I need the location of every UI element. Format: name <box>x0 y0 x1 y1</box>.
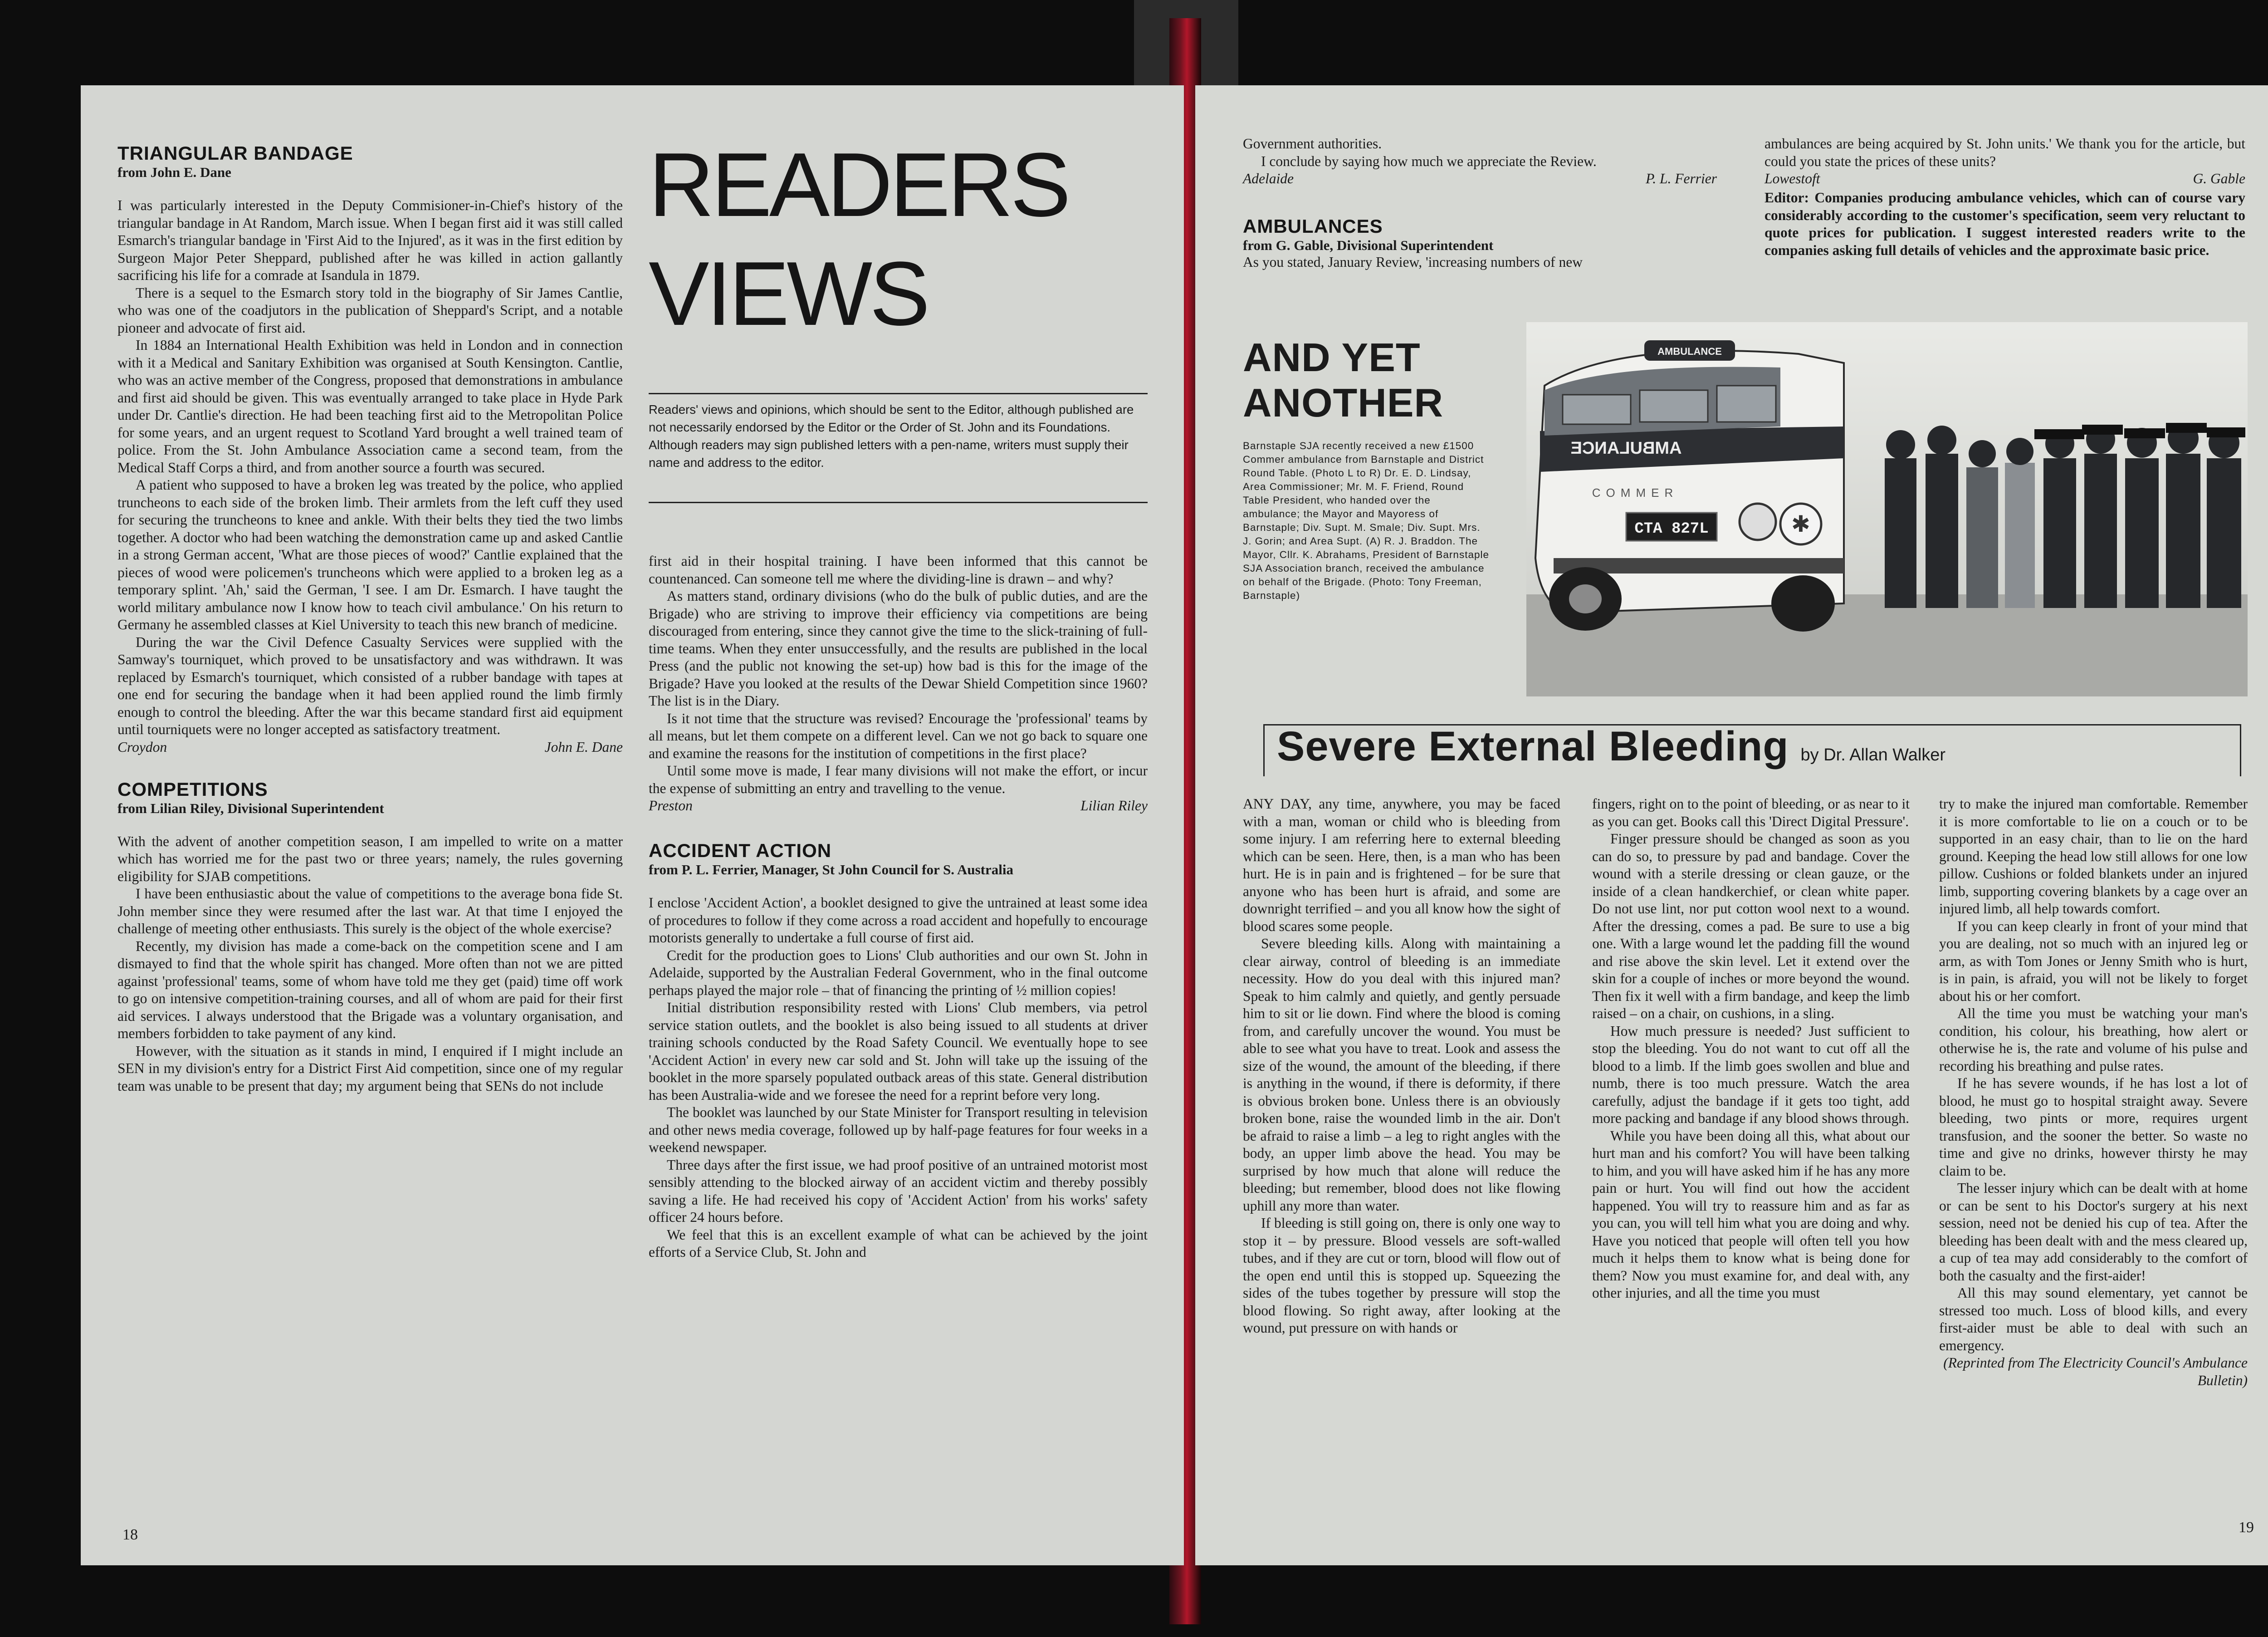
paragraph: If he has severe wounds, if he has lost a lot of blood, he must go to hospital straight away. Severe bleeding, two pints or more, requires urgent transfusion, and the sooner the better. So waste no time and give no drinks, however thirsty he may claim to be. <box>1939 1075 2248 1179</box>
letter-body <box>649 553 1148 797</box>
paragraph: Initial distribution responsibility rested with Lions' Club members, via petrol service station outlets, and the booklet is also being issued to all students at driver training schools conducted by the Road Safety Council. We eventually hope to see 'Accident Action' in every new car sold and St. John will take up the issuing of the booklet in the more sparsely populated outback areas of this state. General distribution has been Australia-wide and we foresee the need for a reprint before very long. <box>649 1000 1148 1103</box>
signature <box>1243 170 1717 187</box>
star-of-life-icon: ✱ <box>1791 511 1810 537</box>
article-author: by Dr. Allan Walker <box>1800 745 1946 765</box>
divider <box>649 502 1148 503</box>
letter-body <box>1243 135 1717 170</box>
paragraph: first aid in their hospital training. I have been informed that this cannot be countenanced. Can someone tell me where the dividing-line is drawn – and why? <box>649 553 1148 587</box>
vehicle-badge: COMMER <box>1592 486 1679 500</box>
photo-caption: Barnstaple SJA recently received a new £1500 Commer ambulance from Barnstaple and District Round Table. (Photo L to R) Dr. E. D. Lindsay, Area Commissioner; Mr. M. F. Friend, Round Table President, who handed over the ambulance; the Mayor and Mayoress of Barnstaple; Div. Supt. M. Smale; Div. Supt. Mrs. J. Gorin; and Area Supt. (A) R. J. Braddon. The Mayor, Cllr. K. Abrahams, President of Barnstaple SJA Association branch, received the ambulance on behalf of the Brigade. (Photo: Tony Freeman, Barnstaple) <box>1243 440 1489 601</box>
byline: from Lilian Riley, Divisional Superintendent <box>117 800 384 816</box>
byline: from P. L. Ferrier, Manager, St John Council for S. Australia <box>649 862 1013 877</box>
section-heading: TRIANGULAR BANDAGE <box>117 142 353 164</box>
left-page <box>81 85 1184 1565</box>
editorial-note: Readers' views and opinions, which should be sent to the Editor, although published are not necessarily endorsed by the Editor or the Order of St. John and its Foundations. Although readers may sign published letters with a pen-name, writers must supply their name and address to the editor. <box>649 402 1134 470</box>
ambulance-photo <box>1526 322 2248 696</box>
signature <box>117 739 623 756</box>
paragraph: ANY DAY, any time, anywhere, you may be faced with a man, woman or child who is bleeding from some injury. I am referring here to external bleeding which can be seen. Here, then, is a man who has been hurt. He is in pain and is frightened – for be sure that anyone who has been hurt is afraid, and some are downright terrified – and you all know how the sight of blood scares some people. <box>1243 796 1560 934</box>
section-heading: ACCIDENT ACTION <box>649 840 832 861</box>
article-column-3 <box>1939 795 2248 1389</box>
paragraph: The lesser injury which can be dealt with at home or can be sent to his Doctor's surgery at his next session, need not be denied his cup of tea. After the bleeding has been dealt with and the mess cleared up, a cup of tea may add considerably to the comfort of both the casualty and the first-aider! <box>1939 1180 2248 1284</box>
place: Croydon <box>117 739 167 755</box>
paragraph: Severe bleeding kills. Along with maintaining a clear airway, control of bleeding is an immediate necessity. How do you deal with this injured man? Speak to him calmly and quietly, and gently persuade him to sit or lie down. Find where the blood is coming from, and carefully uncover the wound. You must be able to see what you have to treat. Look and assess the size of the wound, the amount of the bleeding, if there is anything in the wound, if there is deformity, if there is obvious broken bone. Unless there is an obviously broken bone, raise the wounded limb in the air. Don't be afraid to raise a limb – a leg to right angles with the body, an upper limb above the head. You may be surprised by how much that alone will reduce the bleeding; but remember, blood does not like flowing uphill any more than water. <box>1243 936 1560 1214</box>
paragraph: I conclude by saying how much we appreciate the Review. <box>1261 153 1597 169</box>
page-title-line2: VIEWS <box>649 243 928 344</box>
author: John E. Dane <box>544 739 623 755</box>
reprint-credit: (Reprinted from The Electricity Council's Ambulance Bulletin) <box>1943 1355 2248 1388</box>
paragraph: As you stated, January Review, 'increasing numbers of new <box>1243 254 1583 270</box>
place: Preston <box>649 798 693 814</box>
right-page <box>1195 85 2268 1565</box>
photo-story-heading-line2: ANOTHER <box>1243 380 1444 425</box>
article-column-2 <box>1592 795 1910 1302</box>
photo-story <box>1243 335 1524 603</box>
paragraph: fingers, right on to the point of bleeding, or as near to it as you can get. Books call this 'Direct Digital Pressure'. <box>1592 796 1910 829</box>
paragraph: The booklet was launched by our State Minister for Transport resulting in television and other news media coverage, followed up by half-page features for four weeks in a weekend newspaper. <box>649 1104 1148 1155</box>
paragraph: There is a sequel to the Esmarch story told in the biography of Sir James Cantlie, who was one of the coadjutors in the publication of Sheppard's Script, and a notable pioneer and advocate of first aid. <box>117 284 623 336</box>
paragraph: We feel that this is an excellent example of what can be achieved by the joint efforts of a Service Club, St. John and <box>649 1226 1148 1260</box>
mirrored-sign: AMBULANCE <box>1570 439 1682 458</box>
triangular-bandage-letter <box>117 142 623 1095</box>
paragraph: With the advent of another competition season, I am impelled to write on a matter which has worried me for the past two or three years; namely, the rules governing eligibility for SJAB competitions. <box>117 833 623 884</box>
paragraph: However, with the situation as it stands in mind, I enquired if I might include an SEN in my division's entry for a District First Aid competition, since one of my regular team was unable to be present that day; my argument being that SENs do not include <box>117 1043 623 1094</box>
photo-story-heading-line1: AND YET <box>1243 335 1421 380</box>
page-number: 19 <box>2239 1519 2254 1536</box>
article-title <box>1277 723 2229 770</box>
section-heading: COMPETITIONS <box>117 778 268 800</box>
paragraph: Credit for the production goes to Lions' Club authorities and our own St. John in Adelaide, supported by the Australian Federal Government, who in the final outcome perhaps played the major role – that of financing the printing of ½ million copies! <box>649 947 1148 998</box>
letter-body <box>117 197 623 739</box>
place: Adelaide <box>1243 171 1294 186</box>
signature <box>1765 170 2245 187</box>
competitions-letter-continued <box>649 553 1148 1261</box>
accident-letter-continued <box>1243 135 1717 271</box>
paragraph: ambulances are being acquired by St. John units.' We thank you for the article, but could you state the prices of these units? <box>1765 136 2245 169</box>
byline: from G. Gable, Divisional Superintendent <box>1243 237 1494 253</box>
paragraph: I was particularly interested in the Deputy Commisioner-in-Chief's history of the triangular bandage in At Random, March issue. When I began first aid it was still called Esmarch's triangular bandage in 'First Aid to the Injured', as it was in the first edition by Surgeon Major Peter Sheppard, published after he was killed in action gallantly sacrificing his life for a comrade at Isandula in 1879. <box>117 197 623 283</box>
editor-reply: Editor: Companies producing ambulance vehicles, which can of course vary considerably according to the customer's specification, seem very reluctant to quote prices for publication. I suggest interested readers write to the companies asking full details of vehicles and the approximate basic price. <box>1765 190 2245 258</box>
paragraph: During the war the Civil Defence Casualty Services were supplied with the Samway's tourniquet, which proved to be unsatisfactory and was withdrawn. It was replaced by Esmarch's tourniquet, which consisted of a rubber bandage with tapes at one end for securing the bandage when it had been applied round the limb firmly enough to control the bleeding. After the war this became standard first aid equipment until tourniquets were no longer accepted as satisfactory treatment. <box>117 634 623 737</box>
roof-sign: AMBULANCE <box>1657 346 1722 357</box>
author: P. L. Ferrier <box>1646 171 1717 186</box>
paragraph: try to make the injured man comfortable. Remember it is more comfortable to lie on a couch or to be supported in an easy chair, than to lie on the hard ground. Keeping the head low still allows for one low pillow. Cushions or folded blankets under an injured limb, supporting covering blankets by a cage over an injured limb, all help towards comfort. <box>1939 796 2248 917</box>
letter-body <box>1765 135 2245 170</box>
readers-views-header <box>649 131 1148 348</box>
place: Lowestoft <box>1765 171 1820 186</box>
byline: from John E. Dane <box>117 164 231 180</box>
paragraph: Recently, my division has made a come-back on the competition scene and I am dismayed to find that the whole spirit has changed. More often than not we are pitted against 'professional' teams, some of whom have told me they get (paid) time off work to go on intensive competition-training courses, and all of whom are paid for their first aid services. I always understood that the Brigade was a voluntary organisation, and members forbidden to take payment of any kind. <box>117 938 623 1041</box>
author: G. Gable <box>2193 171 2245 186</box>
section-heading: AMBULANCES <box>1243 216 1383 237</box>
paragraph: I enclose 'Accident Action', a booklet designed to give the untrained at least some idea of procedures to follow if they come across a road accident and hopefully to encourage motorists generally to undertake a full course of first aid. <box>649 895 1148 946</box>
paragraph: All the time you must be watching your man's condition, his colour, his breathing, how alert or otherwise he is, the rate and volume of his pulse and recording his breathing and pulse rates. <box>1939 1005 2248 1074</box>
paragraph: All this may sound elementary, yet cannot be stressed too much. Loss of blood kills, and every first-aider must be able to deal with such an emergency. <box>1939 1285 2248 1353</box>
letter-body <box>1243 254 1717 271</box>
page-title-line1: READERS <box>649 134 1068 235</box>
paragraph: Government authorities. <box>1243 136 1382 152</box>
ambulance-illustration <box>1526 322 2248 696</box>
article-column-1 <box>1243 795 1560 1337</box>
author: Lilian Riley <box>1080 798 1148 814</box>
divider <box>649 393 1148 394</box>
paragraph: How much pressure is needed? Just sufficient to stop the bleeding. You do not want to cut off all the blood to a limb. If the limb goes swollen and blue and numb, there is too much pressure. Watch the area carefully, adjust the bandage if it gets too tight, add more packing and bandage if any blood shows through. <box>1592 1023 1910 1126</box>
paragraph: As matters stand, ordinary divisions (who do the bulk of public duties, and are the Brigade) who are striving to improve their efficiency via competitions are being discouraged from entering, since they cannot give the time to the slick-training of full-time teams. When they enter unsuccessfully, and the results are published in the local Press (and the public not knowing the set-up) how bad is this for the image of the Brigade? Have you looked at the results of the Dewar Shield Competition since 1960? The list is in the Diary. <box>649 588 1148 709</box>
paragraph: If you can keep clearly in front of your mind that you are dealing, not so much with an injured leg or arm, as with Tom Jones or Jenny Smith who is hurt, is in pain, is afraid, you will not be likely to forget about his or her comfort. <box>1939 918 2248 1004</box>
letter-body <box>117 833 623 1095</box>
page-number: 18 <box>122 1526 138 1543</box>
paragraph: If bleeding is still going on, there is only one way to stop it – by pressure. Blood vessels are soft-walled tubes, and if they are cut or torn, blood will flow out of the open end until this is stopped up. Squeezing the sides of the tubes together by pressure will stop the blood flowing. So right away, after looking at the wound, put pressure on with hands or <box>1243 1215 1560 1336</box>
paragraph: I have been enthusiastic about the value of competitions to the average bona fide St. John member since they were resumed after the last war. At that time I enjoyed the challenge of meeting other enthusiasts. This surely is the object of the whole exercise? <box>117 886 623 936</box>
article-heading: Severe External Bleeding <box>1277 723 1789 769</box>
paragraph: Is it not time that the structure was revised? Encourage the 'professional' teams by all means, but let them compete on a different level. Can we not go back to square one and examine the reasons for the institution of competitions in the first place? <box>649 710 1148 761</box>
ambulances-letter-continued <box>1765 135 2245 259</box>
paragraph: Finger pressure should be changed as soon as you can do so, to pressure by pad and bandage. Cover the wound with a sterile dressing or clean gauze, or the inside of a clean handkerchief, or clean white paper. Do not use lint, nor put cotton wool next to a wound. After the dressing, comes a pad. Be sure to use a big one. With a large wound let the padding fill the wound and rise above the skin level. Let it extend over the skin for a couple of inches or more beyond the wound. Then fix it well with a firm bandage, and keep the limb raised – on a chair, on cushions, in a sling. <box>1592 831 1910 1021</box>
paragraph: While you have been doing all this, what about our hurt man and his comfort? You will have been talking to him, and you will have asked him if he has any more pain or hurt. You will find out how the accident happened. You will try to reassure him and as far as you can, you will tell him what you are doing and why. Have you noticed that people will often tell you how much it helps them to know what is being done for them? Now you must examine for, and deal with, any other injuries, and all the time you must <box>1592 1127 1910 1301</box>
signature <box>649 797 1148 814</box>
paragraph: Three days after the first issue, we had proof positive of an untrained motorist most sensibly attending to the blocked airway of an accident victim and thereby possibly saving a life. He had received his copy of 'Accident Action' from his works' safety officer 24 hours before. <box>649 1157 1148 1225</box>
number-plate: CTA 827L <box>1634 520 1709 538</box>
paragraph: Until some move is made, I fear many divisions will not make the effort, or incur the expense of submitting an entry and travelling to the venue. <box>649 763 1148 796</box>
paragraph: In 1884 an International Health Exhibition was held in London and in connection with it a Medical and Sanitary Exhibition was organised at South Kensington. Cantlie, who was an active member of the Congress, proposed that demonstrations in ambulance and first aid should be given. This was eventually arranged to take place in Hyde Park under Dr. Cantlie's direction. He had been teaching first aid to the Metropolitan Police for some years, and an urgent request to Scotland Yard brought a well trained team of police. From the St. John Ambulance Association came a second team, from the Medical Staff Corps a third, and from another source a fourth was secured. <box>117 337 623 475</box>
paragraph: A patient who supposed to have a broken leg was treated by the police, who applied truncheons to each side of the broken limb. Their armlets from the left cuff they used for securing the truncheons to knee and ankle. With their belts they tied the two limbs together. A doctor who had been watching the demonstration came up and asked Cantlie in a strong German accent, 'What are those pieces of wood?' Cantlie explained that the pieces of wood were policemen's truncheons which were applied to a broken leg as a temporary splint. 'Ah,' said the German, 'I see. I am Dr. Esmarch. I have taught the world military ambulance now I know how to teach civil ambulance.' On his return to Germany he assembled classes at Kiel University to teach this new branch of medicine. <box>117 477 623 632</box>
letter-body <box>649 894 1148 1261</box>
